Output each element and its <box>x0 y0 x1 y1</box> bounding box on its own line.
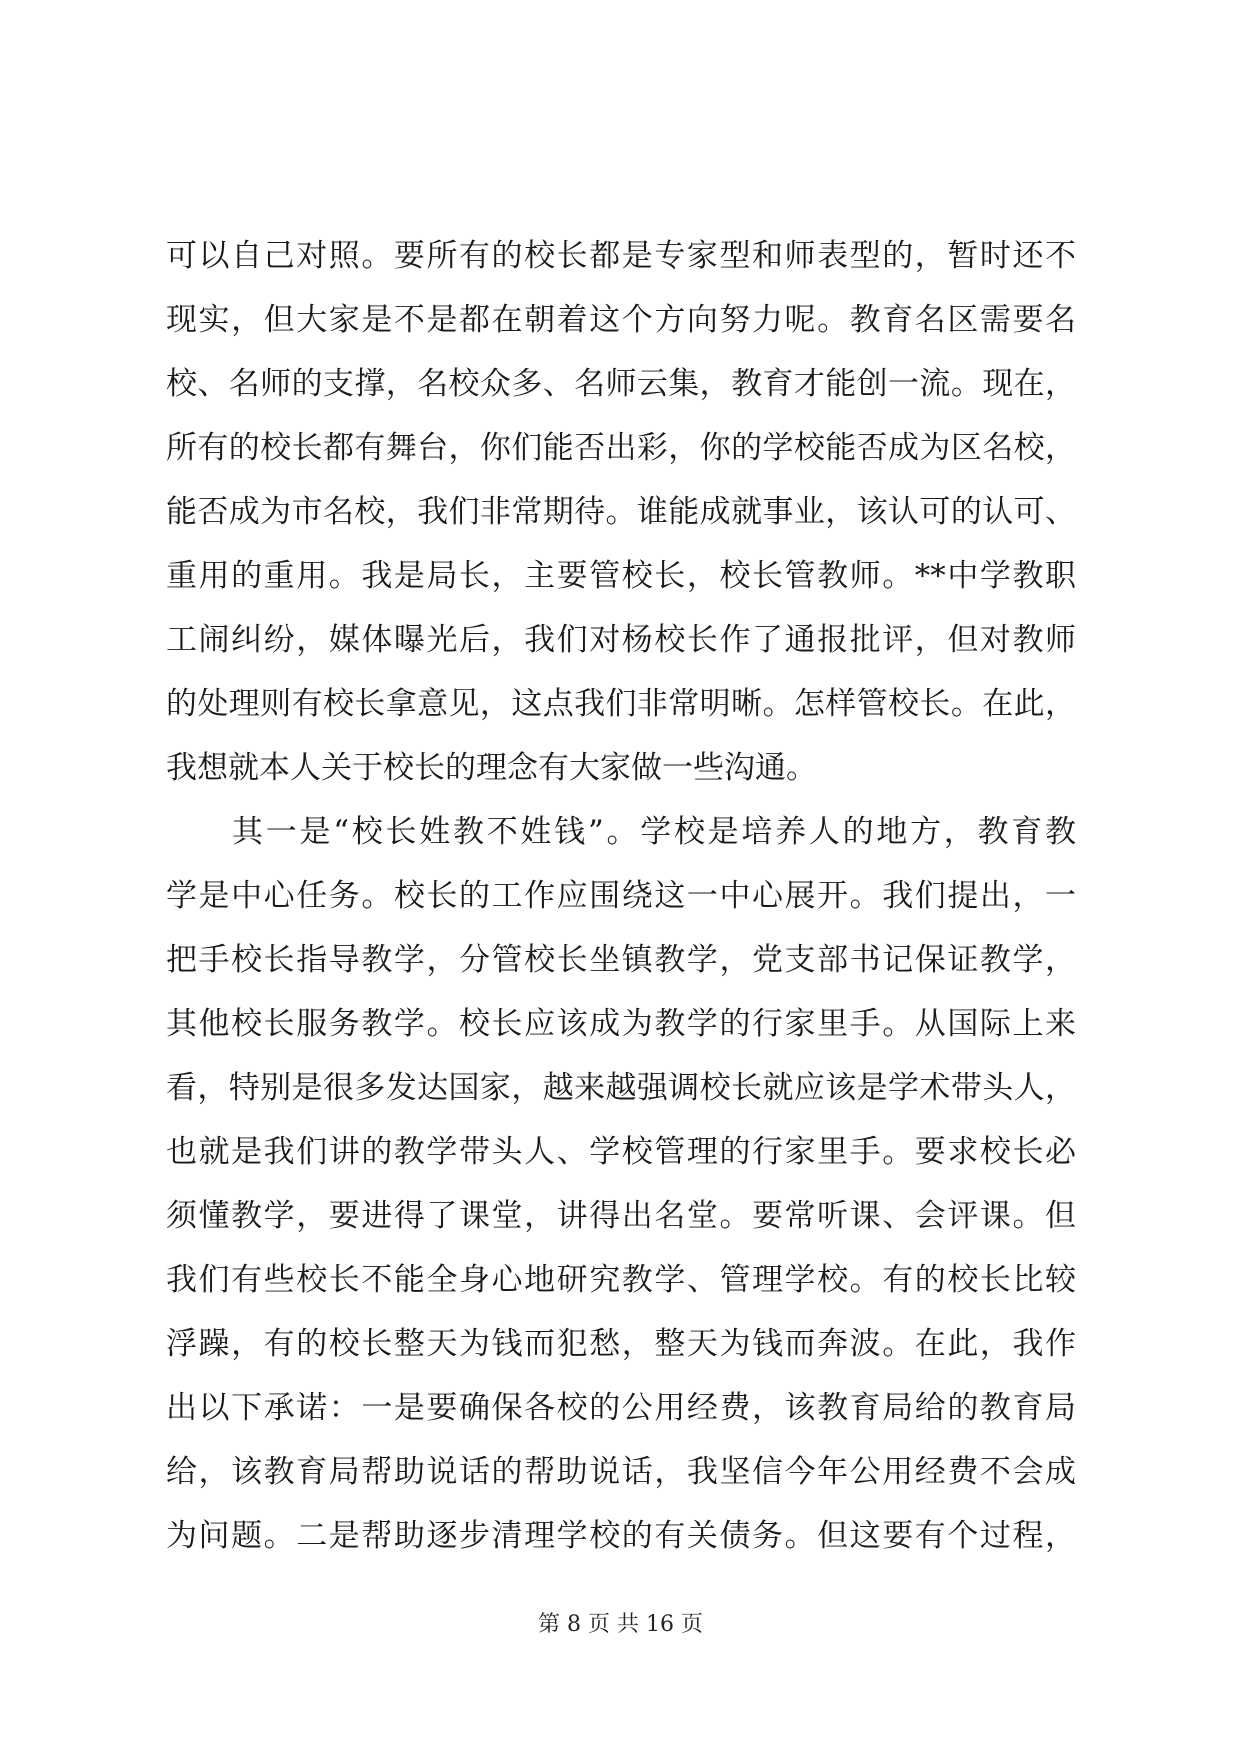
text-line: 可以自己对照。要所有的校长都是专家型和师表型的，暂时还不 <box>166 238 1076 274</box>
text-line: 也就是我们讲的教学带头人、学校管理的行家里手。要求校长必 <box>166 1134 1076 1170</box>
text-line: 把手校长指导教学，分管校长坐镇教学，党支部书记保证教学， <box>166 942 1076 978</box>
text-line: 看，特别是很多发达国家，越来越强调校长就应该是学术带头人， <box>166 1070 1076 1106</box>
text-line: 其他校长服务教学。校长应该成为教学的行家里手。从国际上来 <box>166 1006 1076 1042</box>
body-text <box>166 224 1076 1568</box>
page-footer: 第 8 页 共 16 页 <box>538 1612 703 1637</box>
text-line: 须懂教学，要进得了课堂，讲得出名堂。要常听课、会评课。但 <box>166 1198 1076 1234</box>
text-line: 能否成为市名校，我们非常期待。谁能成就事业，该认可的认可、 <box>166 494 1076 530</box>
text-line: 的处理则有校长拿意见，这点我们非常明晰。怎样管校长。在此， <box>166 686 1076 722</box>
text-line: 其一是“校长姓教不姓钱”。学校是培养人的地方，教育教 <box>232 814 1076 850</box>
text-line: 给，该教育局帮助说话的帮助说话，我坚信今年公用经费不会成 <box>166 1454 1076 1490</box>
text-line: 工闹纠纷，媒体曝光后，我们对杨校长作了通报批评，但对教师 <box>166 622 1076 658</box>
text-line: 出以下承诺：一是要确保各校的公用经费，该教育局给的教育局 <box>166 1390 1076 1426</box>
text-line: 我们有些校长不能全身心地研究教学、管理学校。有的校长比较 <box>166 1262 1076 1298</box>
text-line: 为问题。二是帮助逐步清理学校的有关债务。但这要有个过程， <box>166 1518 1076 1554</box>
text-line: 现实，但大家是不是都在朝着这个方向努力呢。教育名区需要名 <box>166 302 1076 338</box>
text-line: 所有的校长都有舞台，你们能否出彩，你的学校能否成为区名校， <box>166 430 1076 466</box>
text-line: 重用的重用。我是局长，主要管校长，校长管教师。**中学教职 <box>166 558 1076 594</box>
text-line: 校、名师的支撑，名校众多、名师云集，教育才能创一流。现在， <box>166 366 1076 402</box>
text-line: 学是中心任务。校长的工作应围绕这一中心展开。我们提出，一 <box>166 878 1076 914</box>
text-line: 我想就本人关于校长的理念有大家做一些沟通。 <box>166 750 817 786</box>
text-line: 浮躁，有的校长整天为钱而犯愁，整天为钱而奔波。在此，我作 <box>166 1326 1076 1362</box>
